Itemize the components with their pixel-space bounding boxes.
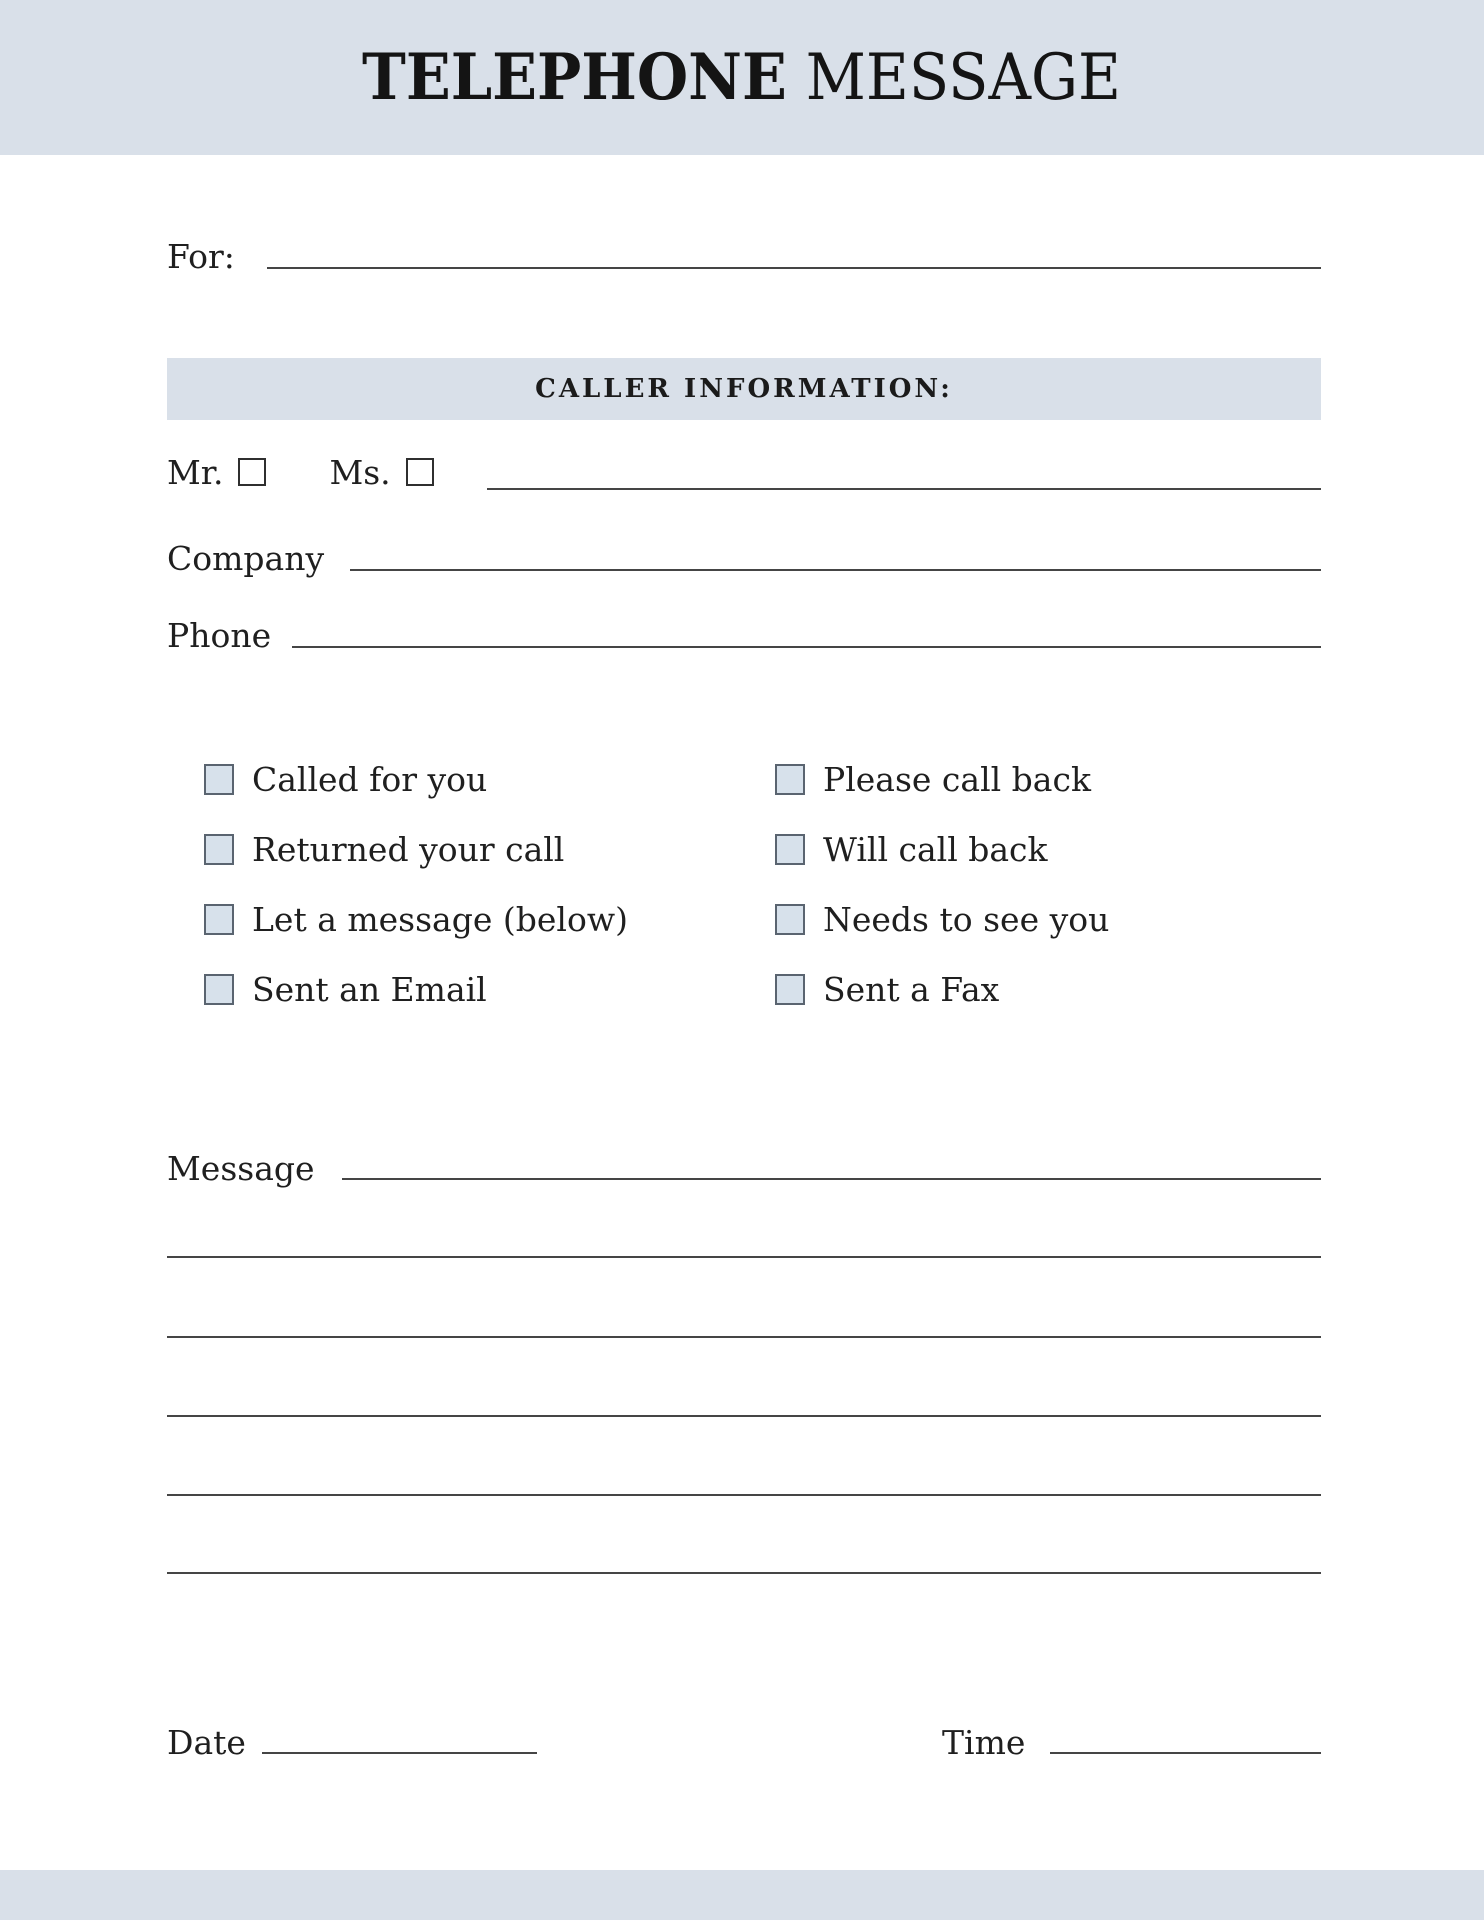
option-called-for-you xyxy=(204,760,628,799)
page-title-secondary: MESSAGE xyxy=(806,41,1122,115)
option-label: Will call back xyxy=(823,830,1048,869)
ms-checkbox[interactable] xyxy=(406,458,434,486)
option-let-a-message xyxy=(204,900,628,939)
mr-checkbox[interactable] xyxy=(238,458,266,486)
sent-a-fax-checkbox[interactable] xyxy=(775,974,805,1005)
page-title xyxy=(362,40,1121,115)
please-call-back-checkbox[interactable] xyxy=(775,764,805,795)
option-label: Please call back xyxy=(823,760,1091,799)
message-fill-line-6[interactable] xyxy=(167,1572,1321,1574)
for-label: For: xyxy=(167,237,235,276)
option-will-call-back xyxy=(775,830,1109,869)
phone-label: Phone xyxy=(167,616,272,655)
option-label: Sent an Email xyxy=(252,970,487,1009)
option-sent-an-email xyxy=(204,970,628,1009)
page-title-primary: TELEPHONE xyxy=(362,40,788,115)
caller-information-heading: CALLER INFORMATION: xyxy=(535,374,953,404)
returned-your-call-checkbox[interactable] xyxy=(204,834,234,865)
footer-band xyxy=(0,1870,1484,1920)
option-sent-a-fax xyxy=(775,970,1109,1009)
time-label: Time xyxy=(942,1723,1026,1762)
option-label: Needs to see you xyxy=(823,900,1110,939)
date-fill-line[interactable] xyxy=(262,1752,537,1754)
date-label: Date xyxy=(167,1723,246,1762)
option-label: Let a message (below) xyxy=(252,900,628,939)
mr-label: Mr. xyxy=(167,452,224,492)
option-needs-to-see-you xyxy=(775,900,1110,939)
name-fill-line[interactable] xyxy=(487,488,1321,490)
let-a-message-checkbox[interactable] xyxy=(204,904,234,935)
sent-an-email-checkbox[interactable] xyxy=(204,974,234,1005)
ms-label: Ms. xyxy=(329,452,391,492)
option-label: Returned your call xyxy=(252,830,565,869)
message-fill-line-4[interactable] xyxy=(167,1415,1321,1417)
option-please-call-back xyxy=(775,760,1109,799)
phone-fill-line[interactable] xyxy=(292,646,1321,648)
header-band xyxy=(0,0,1484,155)
message-fill-line-2[interactable] xyxy=(167,1256,1321,1258)
will-call-back-checkbox[interactable] xyxy=(775,834,805,865)
options-column-right xyxy=(775,760,1110,1044)
company-fill-line[interactable] xyxy=(350,569,1321,571)
for-fill-line[interactable] xyxy=(267,267,1321,269)
option-label: Called for you xyxy=(252,760,488,799)
message-label: Message xyxy=(167,1149,315,1188)
time-fill-line[interactable] xyxy=(1050,1752,1321,1754)
company-label: Company xyxy=(167,539,325,578)
needs-to-see-you-checkbox[interactable] xyxy=(775,904,805,935)
option-returned-your-call xyxy=(204,830,628,869)
caller-information-band xyxy=(167,358,1321,420)
called-for-you-checkbox[interactable] xyxy=(204,764,234,795)
option-label: Sent a Fax xyxy=(823,970,1000,1009)
message-fill-line-3[interactable] xyxy=(167,1336,1321,1338)
salutation-row xyxy=(167,452,434,492)
message-fill-line-1[interactable] xyxy=(342,1178,1321,1180)
message-fill-line-5[interactable] xyxy=(167,1494,1321,1496)
options-column-left xyxy=(204,760,628,1044)
